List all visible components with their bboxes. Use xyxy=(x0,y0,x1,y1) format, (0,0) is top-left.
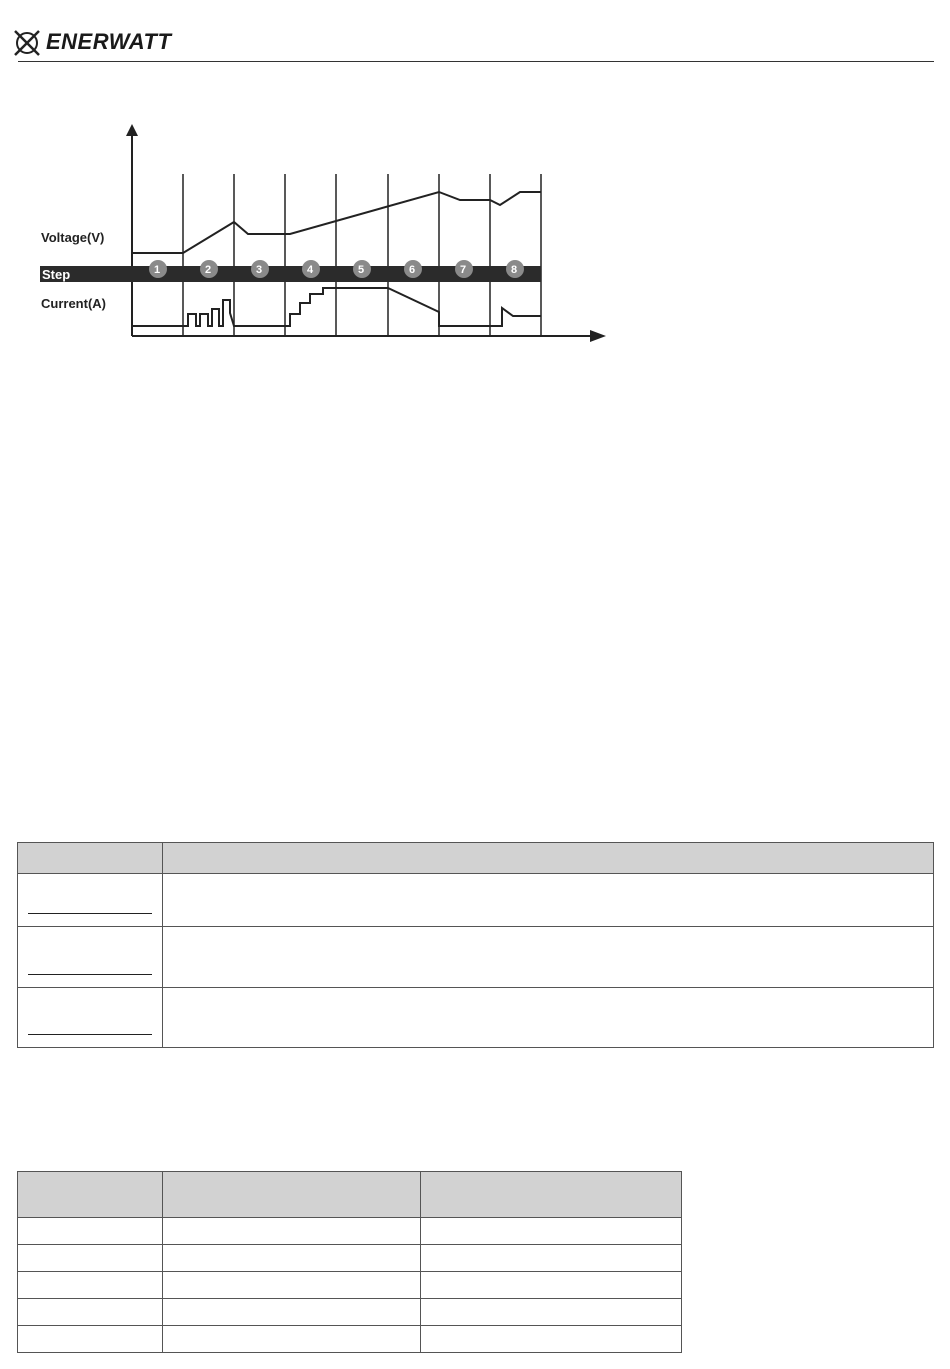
table-1-cell xyxy=(18,988,163,1048)
fill-in-line xyxy=(28,1034,152,1035)
table-2-cell xyxy=(421,1272,682,1299)
table-2-cell xyxy=(163,1272,421,1299)
step-dividers xyxy=(183,174,541,336)
table-2-cell xyxy=(421,1299,682,1326)
table-2-cell xyxy=(163,1299,421,1326)
step-number-5: 5 xyxy=(358,264,365,276)
table-2-row xyxy=(18,1326,682,1353)
step-number-1: 1 xyxy=(154,264,161,276)
table-1-cell xyxy=(18,874,163,927)
table-2-cell xyxy=(163,1326,421,1353)
table-2-row xyxy=(18,1245,682,1272)
table-2-cell xyxy=(18,1245,163,1272)
table-2-row xyxy=(18,1218,682,1245)
table-1-row xyxy=(18,927,934,988)
fill-in-line xyxy=(28,913,152,914)
table-2-header-cell xyxy=(18,1172,163,1218)
table-1-cell xyxy=(163,874,934,927)
y-axis-arrow xyxy=(126,124,138,136)
voltage-label: Voltage(V) xyxy=(41,230,105,245)
table-2-row xyxy=(18,1299,682,1326)
table-2-cell xyxy=(421,1326,682,1353)
x-axis-arrow xyxy=(590,330,606,342)
table-2-cell xyxy=(18,1299,163,1326)
enerwatt-logo-icon xyxy=(12,28,42,58)
step-description-table xyxy=(17,842,934,1048)
table-2-cell xyxy=(163,1218,421,1245)
table-2-row xyxy=(18,1272,682,1299)
step-number-2: 2 xyxy=(205,264,212,276)
table-1-cell xyxy=(163,988,934,1048)
specification-table xyxy=(17,1171,682,1353)
header-divider xyxy=(18,61,934,62)
step-number-6: 6 xyxy=(409,264,416,276)
step-number-3: 3 xyxy=(256,264,263,276)
table-2-header-row xyxy=(18,1172,682,1218)
step-number-7: 7 xyxy=(460,264,467,276)
table-2-cell xyxy=(421,1218,682,1245)
table-2-cell xyxy=(18,1326,163,1353)
current-label: Current(A) xyxy=(41,296,106,311)
table-2-cell xyxy=(163,1245,421,1272)
table-1-header-row xyxy=(18,843,934,874)
table-2-header-cell xyxy=(421,1172,682,1218)
table-1-header-cell xyxy=(163,843,934,874)
page-header xyxy=(0,0,950,64)
table-1-cell xyxy=(163,927,934,988)
table-2-header-cell xyxy=(163,1172,421,1218)
charging-step-diagram xyxy=(30,118,620,358)
table-2-cell xyxy=(421,1245,682,1272)
step-number-8: 8 xyxy=(511,264,518,276)
fill-in-line xyxy=(28,974,152,975)
table-1-cell xyxy=(18,927,163,988)
table-1-row xyxy=(18,874,934,927)
table-2-cell xyxy=(18,1218,163,1245)
table-1-row xyxy=(18,988,934,1048)
brand-name: ENERWATT xyxy=(46,29,172,54)
table-2-cell xyxy=(18,1272,163,1299)
step-number-4: 4 xyxy=(307,264,314,276)
step-label: Step xyxy=(42,267,71,282)
table-1-header-cell xyxy=(18,843,163,874)
